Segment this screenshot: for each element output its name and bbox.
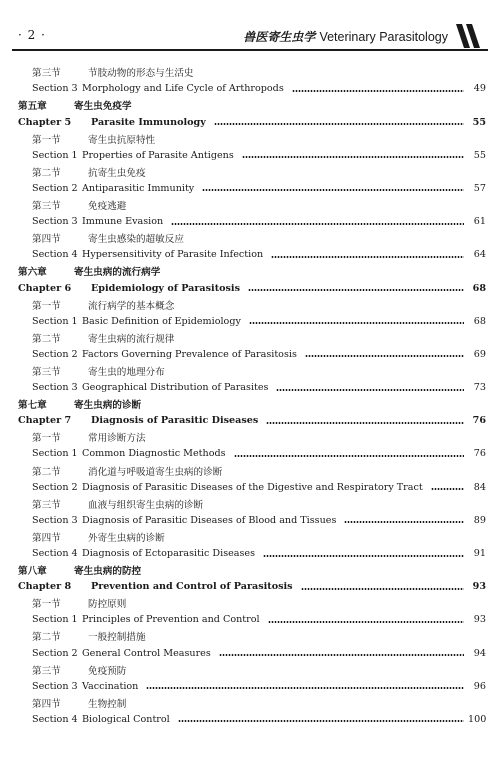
toc-section-cn	[0, 164, 500, 181]
toc-entry-title: 寄生虫抗原特性	[88, 134, 156, 146]
toc-section-en	[0, 147, 500, 164]
toc-entry-label: Section 1	[32, 448, 78, 460]
toc-entry-label: 第四节	[32, 698, 61, 710]
toc-entry-label: 第四节	[32, 234, 61, 246]
toc-entry-title: 寄生虫病的流行病学	[74, 267, 161, 279]
toc-section-cn	[0, 661, 500, 678]
toc-entry-title: Properties of Parasite Antigens	[82, 149, 234, 161]
toc-entry-title: 常用诊断方法	[88, 433, 146, 445]
toc-entry-title: Prevention and Control of Parasitosis	[91, 581, 293, 593]
toc-chapter-en	[0, 578, 500, 595]
toc-section-cn	[0, 595, 500, 612]
running-title-en: Veterinary Parasitology	[319, 30, 448, 44]
dot-leader	[202, 189, 464, 191]
toc-entry-label: Section 3	[32, 680, 78, 692]
toc-section-en	[0, 81, 500, 98]
toc-section-cn	[0, 363, 500, 380]
toc-section-cn	[0, 462, 500, 479]
toc-section-en	[0, 612, 500, 629]
toc-entry-title: 寄生虫病的诊断	[74, 400, 142, 412]
toc-entry-title: 寄生虫感染的超敏反应	[88, 234, 184, 246]
toc-entry-label: Section 3	[32, 514, 78, 526]
toc-entry-title: 节肢动物的形态与生活史	[88, 68, 194, 80]
toc-entry-title: 寄生虫病的流行规律	[88, 333, 175, 345]
dot-leader	[234, 455, 464, 457]
toc-section-cn	[0, 529, 500, 546]
toc-section-cn	[0, 296, 500, 313]
dot-leader	[219, 654, 464, 656]
toc-entry-label: Chapter 6	[18, 282, 72, 294]
dot-leader	[305, 355, 464, 357]
toc-entry-label: 第二节	[32, 466, 61, 478]
toc-entry-label: 第一节	[32, 433, 61, 445]
toc-entry-title: 抗寄生虫免疫	[88, 167, 146, 179]
dot-leader	[431, 488, 464, 490]
page-number: · 2 ·	[18, 28, 46, 42]
toc-section-en	[0, 512, 500, 529]
toc-entry-label: 第二节	[32, 333, 61, 345]
toc-entry-label: Section 4	[32, 713, 78, 725]
toc-entry-title: 消化道与呼吸道寄生虫病的诊断	[88, 466, 223, 478]
toc-chapter-en	[0, 280, 500, 297]
toc-entry-title: 免疫预防	[88, 665, 127, 677]
running-header	[14, 22, 484, 48]
toc-section-en	[0, 213, 500, 230]
toc-entry-label: Chapter 7	[18, 415, 72, 427]
dot-leader	[268, 621, 464, 623]
toc-section-en	[0, 678, 500, 695]
toc-entry-label: 第三节	[32, 68, 61, 80]
toc-entry-title: Principles of Prevention and Control	[82, 614, 260, 626]
toc-entry-title: 一般控制措施	[88, 632, 146, 644]
toc-entry-label: 第六章	[18, 267, 47, 279]
toc-chapter-cn	[0, 396, 500, 413]
toc-entry-title: General Control Measures	[82, 647, 211, 659]
dot-leader	[146, 687, 464, 689]
running-title-cn: 兽医寄生虫学	[243, 30, 316, 44]
toc-entry-title: 寄生虫的地理分布	[88, 366, 165, 378]
toc-entry-title: Geographical Distribution of Parasites	[82, 382, 269, 394]
toc-entry-label: Section 3	[32, 216, 78, 228]
toc-entry-label: 第二节	[32, 167, 61, 179]
toc-entry-page-number: 69	[473, 348, 486, 360]
toc-entry-title: Factors Governing Prevalence of Parasitosis	[82, 348, 297, 360]
toc-entry-page-number: 55	[472, 116, 486, 128]
toc-chapter-cn	[0, 263, 500, 280]
double-slash-ornament-icon	[452, 24, 484, 48]
toc-entry-label: 第八章	[18, 566, 47, 578]
toc-entry-page-number: 57	[473, 182, 486, 194]
toc-section-en	[0, 711, 500, 728]
toc-entry-label: Chapter 5	[18, 116, 72, 128]
toc-entry-title: 寄生虫免疫学	[74, 101, 132, 113]
toc-section-cn	[0, 197, 500, 214]
toc-entry-page-number: 61	[473, 216, 486, 228]
toc-entry-label: 第一节	[32, 300, 61, 312]
toc-entry-page-number: 93	[472, 581, 486, 593]
toc-section-en	[0, 446, 500, 463]
toc-entry-title: Diagnosis of Parasitic Diseases	[91, 415, 259, 427]
toc-entry-page-number: 89	[473, 514, 486, 526]
toc-entry-title: Hypersensitivity of Parasite Infection	[82, 249, 264, 261]
toc-section-cn	[0, 628, 500, 645]
toc-entry-title: Diagnosis of Parasitic Diseases of the Digestive and Respiratory Tract	[82, 481, 423, 493]
toc-entry-page-number: 91	[473, 548, 486, 560]
toc-section-cn	[0, 695, 500, 712]
toc-entry-label: Section 2	[32, 348, 78, 360]
toc-entry-title: Biological Control	[82, 713, 170, 725]
toc-entry-page-number: 64	[473, 249, 486, 261]
toc-entry-label: 第三节	[32, 499, 61, 511]
toc-entry-page-number: 68	[472, 282, 486, 294]
toc-entry-title: 外寄生虫病的诊断	[88, 532, 165, 544]
toc-entry-label: Section 2	[32, 647, 78, 659]
toc-entry-label: Section 1	[32, 614, 78, 626]
toc-entry-title: Basic Definition of Epidemiology	[82, 315, 241, 327]
dot-leader	[242, 156, 464, 158]
toc-section-cn	[0, 130, 500, 147]
toc-section-en	[0, 479, 500, 496]
toc-section-en	[0, 180, 500, 197]
dot-leader	[292, 90, 464, 92]
toc-entry-label: 第三节	[32, 665, 61, 677]
toc-section-cn	[0, 429, 500, 446]
toc-entry-label: 第七章	[18, 400, 47, 412]
toc-entry-page-number: 76	[472, 415, 486, 427]
toc-entry-label: 第五章	[18, 101, 47, 113]
toc-chapter-en	[0, 114, 500, 131]
toc-entry-title: Diagnosis of Ectoparasitic Diseases	[82, 548, 256, 560]
toc-entry-title: Antiparasitic Immunity	[82, 182, 195, 194]
toc-entry-page-number: 68	[473, 315, 486, 327]
toc-entry-label: 第二节	[32, 632, 61, 644]
dot-leader	[214, 123, 464, 125]
toc-section-cn	[0, 64, 500, 81]
toc-section-cn	[0, 495, 500, 512]
toc-entry-page-number: 76	[473, 448, 486, 460]
toc-entry-title: Vaccination	[82, 680, 139, 692]
toc-chapter-cn	[0, 97, 500, 114]
toc-entry-page-number: 93	[473, 614, 486, 626]
toc-entry-label: Chapter 8	[18, 581, 72, 593]
toc-entry-title: Diagnosis of Parasitic Diseases of Blood and Tissues	[82, 514, 337, 526]
toc-entry-label: Section 1	[32, 149, 78, 161]
toc-section-en	[0, 545, 500, 562]
toc-entry-title: Common Diagnostic Methods	[82, 448, 226, 460]
dot-leader	[271, 256, 464, 258]
toc-chapter-cn	[0, 562, 500, 579]
dot-leader	[301, 588, 464, 590]
toc-section-cn	[0, 330, 500, 347]
toc-entry-page-number: 100	[468, 713, 487, 725]
toc-chapter-en	[0, 412, 500, 429]
toc-entry-label: Section 2	[32, 182, 78, 194]
toc-entry-page-number: 96	[473, 680, 486, 692]
dot-leader	[266, 422, 464, 424]
toc-entry-title: 生物控制	[88, 698, 127, 710]
toc-entry-title: 防控原则	[88, 599, 127, 611]
toc-entry-label: 第一节	[32, 134, 61, 146]
dot-leader	[178, 720, 464, 722]
toc-section-en	[0, 346, 500, 363]
toc-entry-label: Section 1	[32, 315, 78, 327]
toc-entry-label: Section 2	[32, 481, 78, 493]
toc-entry-page-number: 49	[473, 83, 486, 95]
toc-entry-title: 流行病学的基本概念	[88, 300, 175, 312]
toc-entry-label: Section 3	[32, 83, 78, 95]
toc-entry-title: 免疫逃避	[88, 201, 127, 213]
header-rule	[12, 49, 488, 51]
dot-leader	[263, 555, 464, 557]
running-title	[243, 28, 448, 45]
dot-leader	[344, 521, 464, 523]
toc-section-en	[0, 247, 500, 264]
toc-entry-title: Parasite Immunology	[91, 116, 206, 128]
toc-entry-page-number: 73	[473, 382, 486, 394]
toc-entry-title: 血液与组织寄生虫病的诊断	[88, 499, 204, 511]
toc-entry-title: Epidemiology of Parasitosis	[91, 282, 240, 294]
dot-leader	[249, 322, 464, 324]
dot-leader	[276, 389, 464, 391]
toc-entry-label: Section 3	[32, 382, 78, 394]
toc-entry-label: Section 4	[32, 249, 78, 261]
toc-section-en	[0, 379, 500, 396]
toc-entry-label: 第一节	[32, 599, 61, 611]
toc-section-en	[0, 645, 500, 662]
toc-entry-label: 第三节	[32, 201, 61, 213]
dot-leader	[248, 289, 464, 291]
toc-entry-title: Morphology and Life Cycle of Arthropods	[82, 83, 284, 95]
toc-section-en	[0, 313, 500, 330]
dot-leader	[171, 223, 464, 225]
toc-entry-page-number: 84	[473, 481, 486, 493]
toc-entry-page-number: 55	[473, 149, 486, 161]
toc-entry-page-number: 94	[473, 647, 486, 659]
toc-entry-label: 第四节	[32, 532, 61, 544]
toc-entry-label: 第三节	[32, 366, 61, 378]
toc-entry-title: 寄生虫病的防控	[74, 566, 142, 578]
toc-entry-title: Immune Evasion	[82, 216, 164, 228]
table-of-contents	[0, 64, 500, 728]
toc-section-cn	[0, 230, 500, 247]
toc-entry-label: Section 4	[32, 548, 78, 560]
